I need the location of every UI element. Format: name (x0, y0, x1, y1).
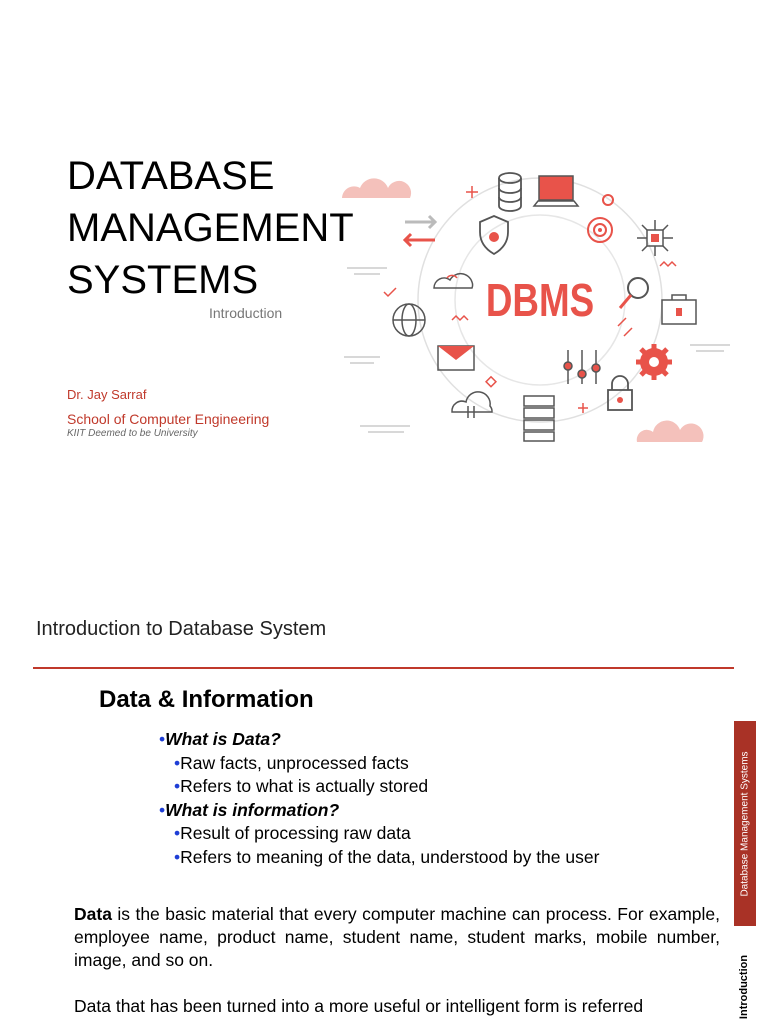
globe-icon (393, 304, 425, 336)
briefcase-icon (662, 295, 696, 324)
slide2-heading: Introduction to Database System (36, 618, 327, 640)
target-icon (588, 218, 612, 242)
bullet-item (159, 728, 599, 752)
course-side-label: Database Management Systems (739, 750, 751, 897)
sub-bullet-text: Raw facts, unprocessed facts (180, 752, 409, 773)
wifi-cloud-icon (434, 274, 473, 288)
bullet-dot-icon: • (174, 823, 181, 843)
sub-bullet-item (159, 775, 599, 799)
sub-bullet-text: Refers to meaning of the data, understood by the user (180, 846, 600, 867)
dbms-illustration (332, 150, 748, 462)
database-icon (499, 173, 521, 211)
section-side-label: Introduction (738, 954, 750, 1020)
title-line-2: MANAGEMENT (67, 206, 354, 250)
section-side-tab (733, 950, 755, 1024)
bullet-text: What is Data? (165, 729, 281, 749)
title-line-1: DATABASE (67, 154, 275, 198)
bullet-dot-icon: • (159, 729, 166, 749)
sub-bullet-item (159, 846, 599, 870)
sub-bullet-item (159, 822, 599, 846)
bullet-dot-icon: • (159, 799, 166, 820)
data-definition-text: is the basic material that every computer machine can process. For example, employee name, product name, student name, student marks, mobile number, image, and so on. (74, 904, 720, 970)
dbms-label: DBMS (485, 274, 595, 326)
cloud-sync-icon (452, 392, 492, 418)
cloud-icon (342, 178, 411, 198)
bullet-dot-icon: • (174, 846, 181, 867)
university-name: KIIT Deemed to be University (67, 428, 198, 439)
sliders-icon (564, 350, 600, 384)
envelope-icon (438, 346, 474, 370)
data-definition-paragraph (74, 903, 720, 972)
school-name: School of Computer Engineering (67, 411, 270, 427)
author-name: Dr. Jay Sarraf (67, 387, 147, 402)
sub-bullet-text: Refers to what is actually stored (180, 776, 429, 796)
title-line-3: SYSTEMS (67, 258, 259, 302)
information-paragraph: Data that has been turned into a more useful or intelligent form is referred (74, 996, 644, 1016)
sub-bullet-item (159, 752, 599, 776)
bullet-text: What is information? (165, 799, 340, 820)
bullet-dot-icon: • (174, 752, 181, 773)
sub-bullet-text: Result of processing raw data (180, 823, 411, 843)
heading-divider (33, 667, 734, 669)
bullet-list (159, 728, 599, 869)
exchange-arrows-icon (405, 216, 435, 246)
chip-icon (637, 220, 673, 256)
bullet-item (159, 799, 599, 823)
data-term: Data (74, 904, 112, 924)
server-icon (524, 396, 554, 441)
course-side-tab (734, 721, 756, 926)
slide-subtitle: Introduction (209, 305, 283, 321)
gear-icon (636, 344, 672, 380)
laptop-icon (534, 176, 578, 206)
cloud-icon (637, 421, 704, 442)
slide-title (67, 150, 354, 306)
section-title: Data & Information (99, 686, 314, 713)
bullet-dot-icon: • (174, 776, 181, 796)
